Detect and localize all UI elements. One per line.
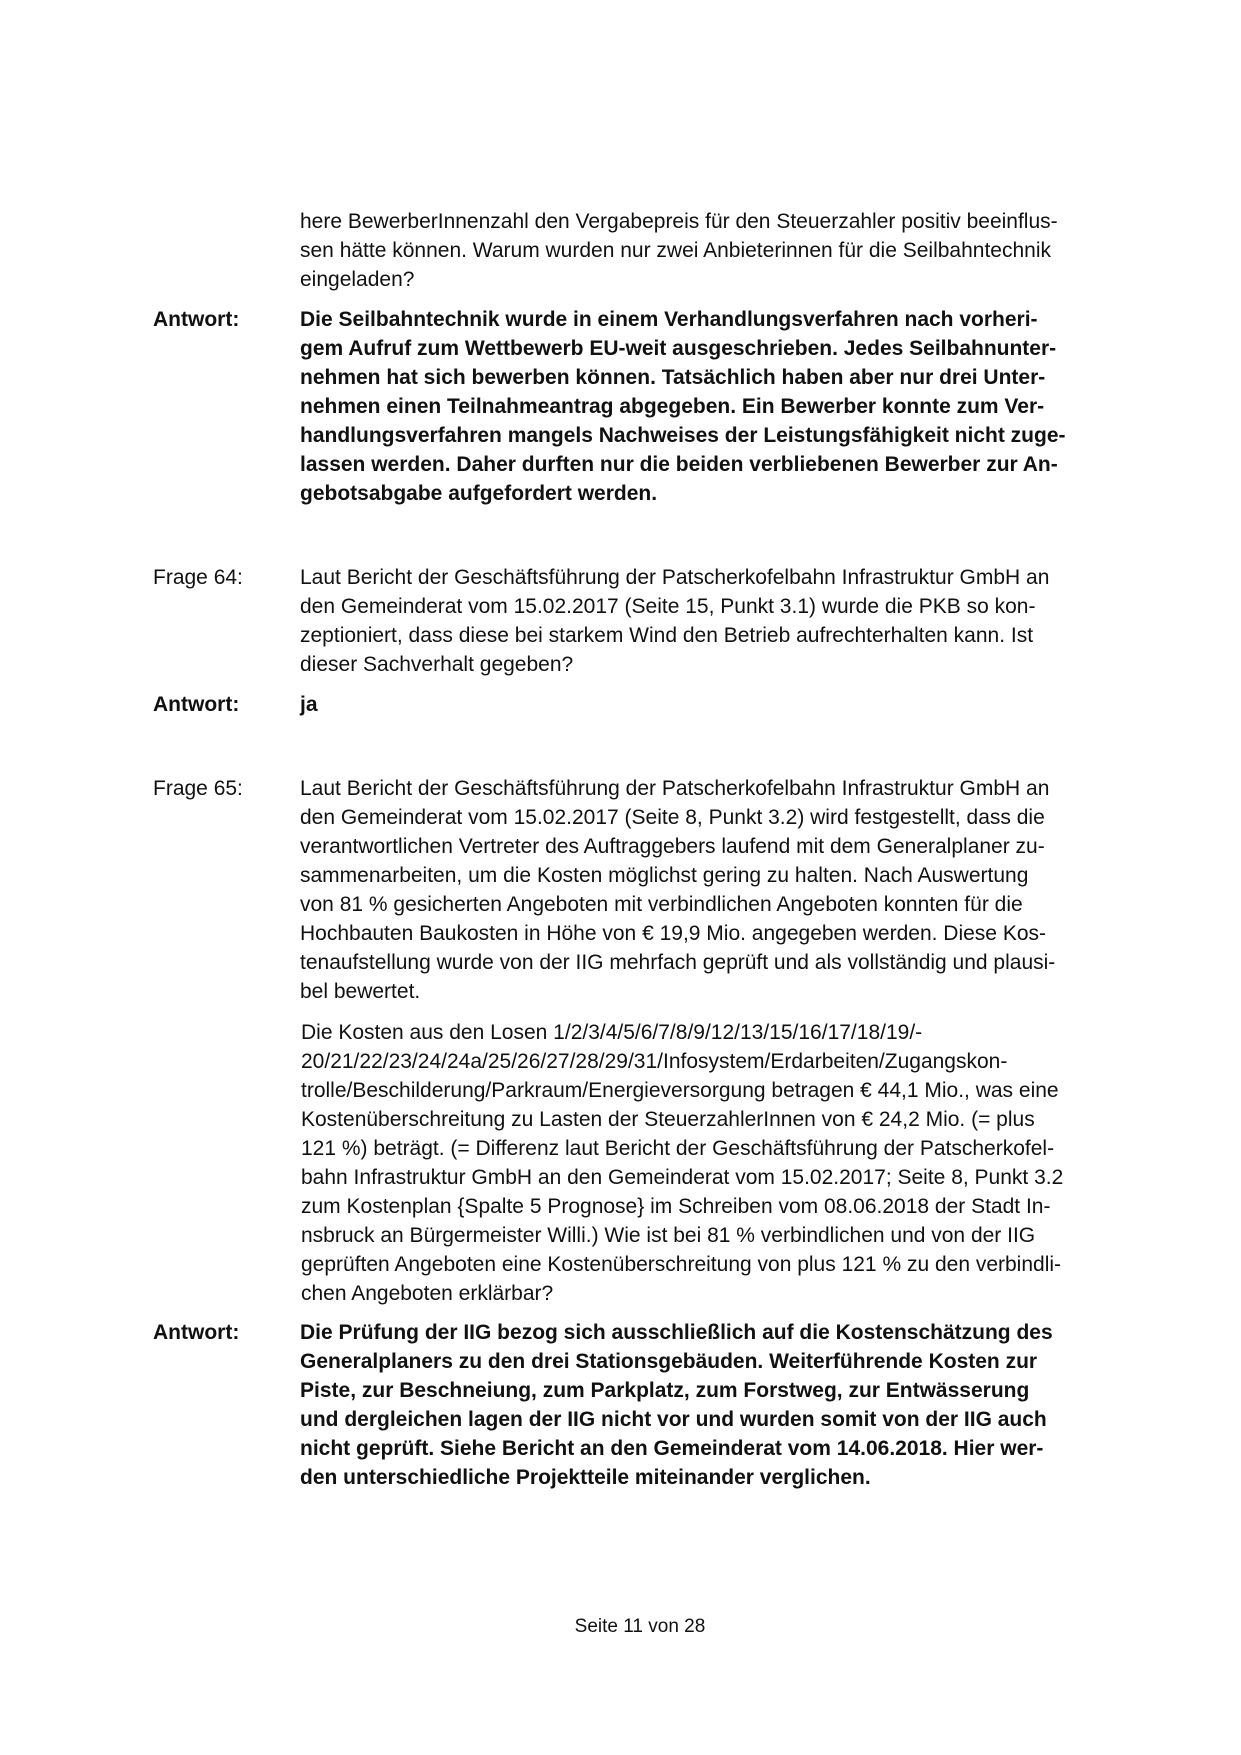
question-64-label: Frage 64: <box>153 566 243 589</box>
text-line: Hochbauten Baukosten in Höhe von € 19,9 Mio. angegeben werden. Diese Kos- <box>300 922 1046 945</box>
text-line: nehmen hat sich bewerben können. Tatsächlich haben aber nur drei Unter- <box>300 366 1046 389</box>
text-line: 20/21/22/23/24/24a/25/26/27/28/29/31/Infosystem/Erdarbeiten/Zugangskon- <box>301 1050 1008 1073</box>
text-line: den unterschiedliche Projektteile miteinander verglichen. <box>300 1466 871 1489</box>
text-line: verantwortlichen Vertreter des Auftraggebers laufend mit dem Generalplaner zu- <box>300 835 1045 858</box>
text-line: here BewerberInnenzahl den Vergabepreis für den Steuerzahler positiv beeinflus- <box>300 210 1058 233</box>
question-65-text <box>300 774 1140 1006</box>
text-line: ja <box>300 693 318 716</box>
text-line: zeptioniert, dass diese bei starkem Wind den Betrieb aufrechterhalten kann. Ist <box>300 624 1034 647</box>
answer-64-label: Antwort: <box>153 693 240 716</box>
text-line: Kostenüberschreitung zu Lasten der SteuerzahlerInnen von € 24,2 Mio. (= plus <box>301 1108 1035 1131</box>
question-65-label: Frage 65: <box>153 777 243 800</box>
text-line: chen Angeboten erklärbar? <box>301 1282 554 1305</box>
answer-64-text <box>300 690 1140 719</box>
text-line: trolle/Beschilderung/Parkraum/Energieversorgung betragen € 44,1 Mio., was eine <box>301 1079 1059 1102</box>
text-line: nicht geprüft. Siehe Bericht an den Gemeinderat vom 14.06.2018. Hier wer- <box>300 1437 1044 1460</box>
answer-63-label: Antwort: <box>153 308 240 331</box>
text-line: handlungsverfahren mangels Nachweises der Leistungsfähigkeit nicht zuge- <box>300 424 1066 447</box>
text-line: Die Prüfung der IIG bezog sich ausschließlich auf die Kostenschätzung des <box>300 1321 1053 1344</box>
answer-65-text <box>300 1318 1140 1492</box>
text-line: gebotsabgabe aufgefordert werden. <box>300 482 658 505</box>
question-63-continuation-text <box>300 207 1140 294</box>
text-line: Piste, zur Beschneiung, zum Parkplatz, zum Forstweg, zur Entwässerung <box>300 1379 1030 1402</box>
text-line: 121 %) beträgt. (= Differenz laut Bericht der Geschäftsführung der Patscherkofel- <box>301 1137 1055 1160</box>
answer-63-text <box>300 305 1140 508</box>
text-line: den Gemeinderat vom 15.02.2017 (Seite 8, Punkt 3.2) wird festgestellt, dass die <box>300 806 1045 829</box>
text-line: von 81 % gesicherten Angeboten mit verbindlichen Angeboten konnten für die <box>300 893 1023 916</box>
text-line: Laut Bericht der Geschäftsführung der Patscherkofelbahn Infrastruktur GmbH an <box>300 566 1050 589</box>
text-line: dieser Sachverhalt gegeben? <box>300 653 574 676</box>
text-line: sen hätte können. Warum wurden nur zwei Anbieterinnen für die Seilbahntechnik <box>300 239 1052 262</box>
text-line: und dergleichen lagen der IIG nicht vor und wurden somit von der IIG auch <box>300 1408 1047 1431</box>
question-65-paragraph-2 <box>301 1018 1141 1308</box>
text-line: den Gemeinderat vom 15.02.2017 (Seite 15, Punkt 3.1) wurde die PKB so kon- <box>300 595 1036 618</box>
text-line: Die Kosten aus den Losen 1/2/3/4/5/6/7/8/9/12/13/15/16/17/18/19/- <box>301 1021 923 1044</box>
text-line: nsbruck an Bürgermeister Willi.) Wie ist bei 81 % verbindlichen und von der IIG <box>301 1224 1036 1247</box>
text-line: gem Aufruf zum Wettbewerb EU-weit ausgeschrieben. Jedes Seilbahnunter- <box>300 337 1057 360</box>
answer-65-label: Antwort: <box>153 1321 240 1344</box>
text-line: sammenarbeiten, um die Kosten möglichst gering zu halten. Nach Auswertung <box>300 864 1029 887</box>
text-line: eingeladen? <box>300 268 415 291</box>
text-line: Die Seilbahntechnik wurde in einem Verhandlungsverfahren nach vorheri- <box>300 308 1038 331</box>
text-line: tenaufstellung wurde von der IIG mehrfach geprüft und als vollständig und plausi- <box>300 951 1056 974</box>
text-line: zum Kostenplan {Spalte 5 Prognose} im Schreiben vom 08.06.2018 der Stadt In- <box>301 1195 1051 1218</box>
text-line: Generalplaners zu den drei Stationsgebäuden. Weiterführende Kosten zur <box>300 1350 1038 1373</box>
text-line: bahn Infrastruktur GmbH an den Gemeinderat vom 15.02.2017; Seite 8, Punkt 3.2 <box>301 1166 1064 1189</box>
text-line: bel bewertet. <box>300 980 421 1003</box>
question-64-text <box>300 563 1140 679</box>
text-line: Laut Bericht der Geschäftsführung der Patscherkofelbahn Infrastruktur GmbH an <box>300 777 1050 800</box>
text-line: geprüften Angeboten eine Kostenüberschreitung von plus 121 % zu den verbindli- <box>301 1253 1062 1276</box>
text-line: nehmen einen Teilnahmeantrag abgegeben. Ein Bewerber konnte zum Ver- <box>300 395 1045 418</box>
text-line: lassen werden. Daher durften nur die beiden verbliebenen Bewerber zur An- <box>300 453 1058 476</box>
page-number: Seite 11 von 28 <box>574 1616 706 1637</box>
